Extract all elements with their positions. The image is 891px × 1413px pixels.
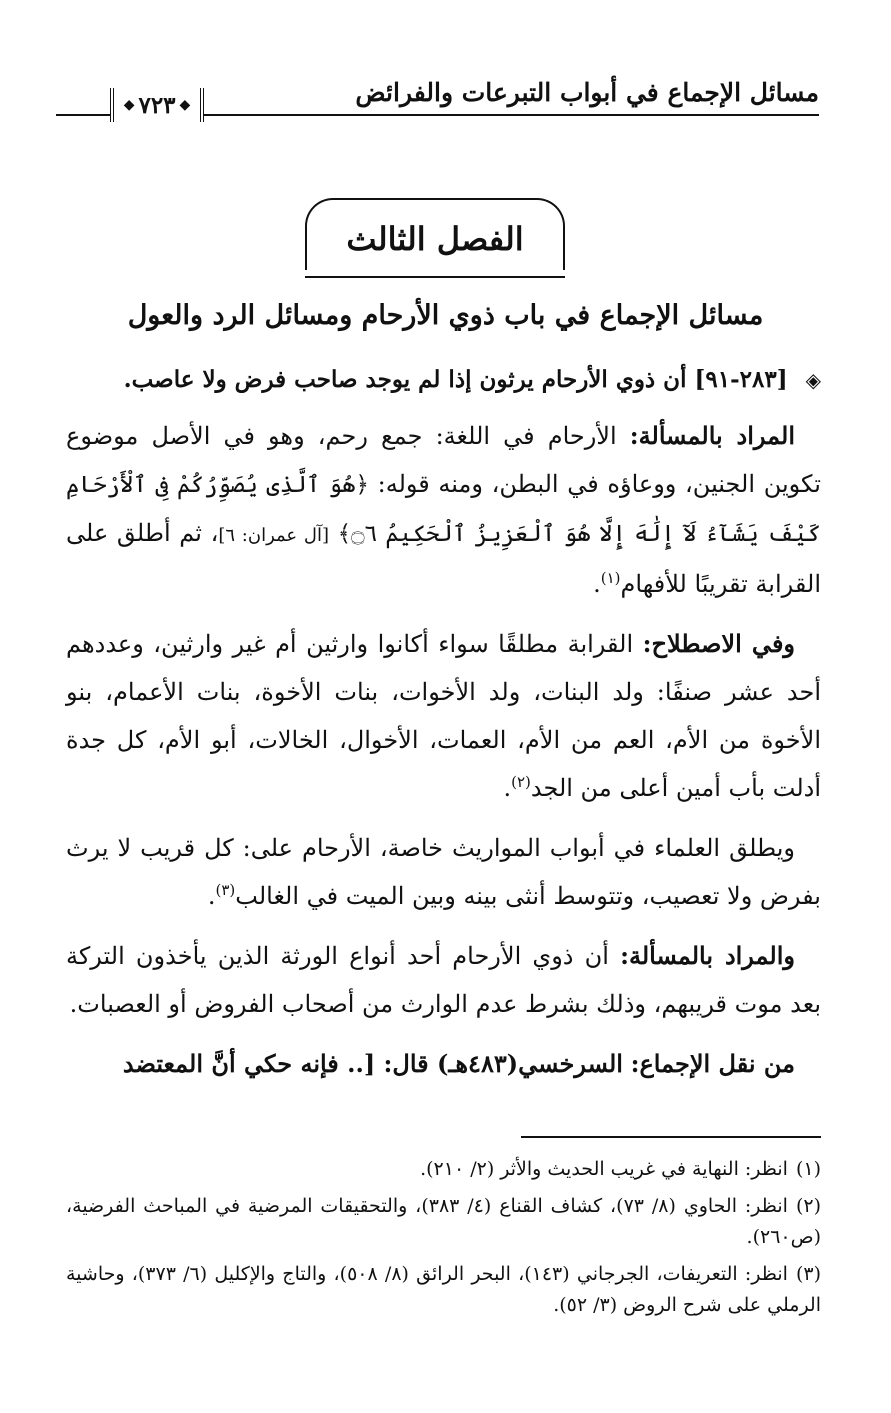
paragraph-4 — [66, 932, 821, 1028]
footnote-separator — [521, 1136, 821, 1138]
issue-marker: [٢٨٣-٩١] — [694, 366, 788, 393]
paragraph-lead: من نقل الإجماع: — [630, 1049, 795, 1078]
footnote-marker: (١) — [600, 569, 621, 587]
quran-verse: ﴿هُوَ ٱلَّذِى يُصَوِّرُكُمْ فِى ٱلْأَرْحَامِ كَيْفَ يَشَآءُ لَآ إِلَٰهَ إِلَّا هُوَ ٱلْعَزِيزُ ٱلْحَكِيمُ ۝٦﴾ — [66, 472, 821, 547]
footnote — [66, 1154, 821, 1185]
body-text — [66, 412, 821, 1100]
issue-heading — [60, 366, 821, 393]
diamond-ornament-icon: ◆ — [179, 97, 191, 113]
paragraph-3 — [66, 824, 821, 920]
footnote-text: انظر: النهاية في غريب الحديث والأثر (٢/ ٢١٠). — [420, 1158, 788, 1180]
paragraph-text: ويطلق العلماء في أبواب المواريث خاصة، الأرحام على: كل قريب لا يرث بفرض ولا تعصيب، وتتوسط أنثى بينه وبين الميت في الغالب — [66, 834, 821, 910]
page-number-box — [110, 88, 204, 122]
verse-reference: [آل عمران: ٦] — [218, 525, 329, 546]
footnote-text: انظر: التعريفات، الجرجاني (١٤٣)، البحر الرائق (٨/ ٥٠٨)، والتاج والإكليل (٦/ ٣٧٣)، وحاشية الرملي على شرح الروض (٣/ ٥٢). — [66, 1263, 821, 1316]
paragraph-text: القرابة مطلقًا سواء أكانوا وارثين أم غير وارثين، وعددهم أحد عشر صنفًا: ولد البنات، ولد الأخوات، بنات الأخوة، بنات الأعمام، بنو الأخوة من الأم، العم من الأم، العمات، الأخوال، الخالات، أبو الأم، كل جدة أدلت بأب أمين أعلى من الجد — [66, 630, 821, 802]
paragraph-end: . — [207, 882, 216, 910]
footnote-number: (٢) — [795, 1195, 821, 1217]
footnote-marker: (٣) — [215, 881, 236, 899]
paragraph-end: . — [593, 570, 601, 598]
footnote-marker: (٢) — [511, 773, 531, 791]
issue-text: أن ذوي الأرحام يرثون إذا لم يوجد صاحب فرض ولا عاصب. — [123, 366, 687, 393]
footnote-number: (٣) — [795, 1263, 821, 1285]
running-title: مسائل الإجماع في أبواب التبرعات والفرائض — [355, 78, 819, 107]
paragraph-lead: وفي الاصطلاح: — [642, 629, 796, 658]
paragraph-text: أن ذوي الأرحام أحد أنواع الورثة الذين يأخذون التركة بعد موت قريبهم، وذلك بشرط عدم الوارث من أصحاب الفروض أو العصبات. — [66, 942, 821, 1018]
footnote-number: (١) — [795, 1158, 821, 1180]
footnote — [66, 1191, 821, 1253]
running-header — [56, 78, 819, 119]
chapter-heading — [305, 198, 565, 280]
chapter-underline — [305, 276, 565, 278]
paragraph-2 — [66, 620, 821, 812]
page-number: ٧٢٣ — [138, 91, 176, 119]
diamond-bullet-icon: ◈ — [805, 368, 821, 392]
paragraph-lead: المراد بالمسألة: — [629, 421, 795, 450]
paragraph-end: . — [503, 774, 512, 802]
paragraph-text: الأرحام في اللغة: جمع رحم، وهو في الأصل موضوع تكوين الجنين، ووعاؤه في البطن، ومنه قوله: — [66, 422, 821, 498]
footnote — [66, 1259, 821, 1321]
paragraph-text: السرخسي(٤٨٣هـ) قال: [.. فإنه حكي أنَّ المعتضد — [122, 1049, 623, 1078]
chapter-title: الفصل الثالث — [346, 220, 524, 258]
paragraph-1 — [66, 412, 821, 608]
paragraph-lead: والمراد بالمسألة: — [620, 941, 795, 970]
section-title: مسائل الإجماع في باب ذوي الأرحام ومسائل الرد والعول — [127, 300, 764, 331]
diamond-ornament-icon: ◆ — [123, 97, 135, 113]
footnotes — [66, 1154, 821, 1327]
paragraph-text: ، ثم أطلق على القرابة تقريبًا للأفهام — [66, 519, 821, 598]
footnote-text: انظر: الحاوي (٨/ ٧٣)، كشاف القناع (٤/ ٣٨٣)، والتحقيقات المرضية في المباحث الفرضية، (ص٢٦٠). — [66, 1195, 821, 1248]
paragraph-5 — [66, 1040, 821, 1088]
